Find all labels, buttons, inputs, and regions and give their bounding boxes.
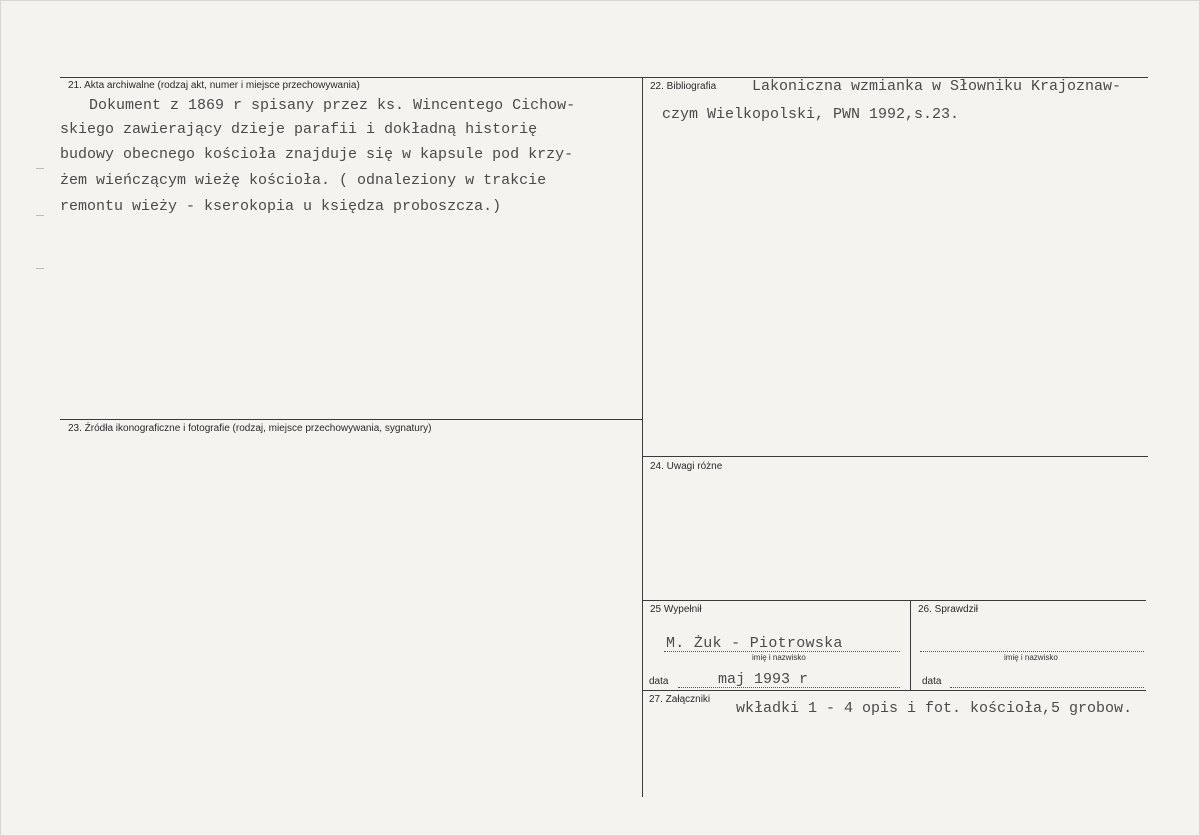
section-21-label: 21. Akta archiwalne (rodzaj akt, numer i miejsce przechowywania) <box>68 80 360 91</box>
section-25-label: 25 Wypełnił <box>650 604 702 615</box>
archival-text-line: budowy obecnego kościoła znajduje się w kapsule pod krzy- <box>60 146 574 163</box>
checker-name-caption: imię i nazwisko <box>1004 653 1058 662</box>
bibliography-text-line: Lakoniczna wzmianka w Słowniku Krajoznaw- <box>752 78 1122 95</box>
margin-mark <box>36 215 44 216</box>
margin-mark <box>36 268 44 269</box>
filled-by-name: M. Żuk - Piotrowska <box>666 635 843 652</box>
center-divider <box>642 77 643 797</box>
name-caption: imię i nazwisko <box>752 653 806 662</box>
section-24-label: 24. Uwagi różne <box>650 461 723 472</box>
name-dotted-line <box>664 651 900 652</box>
section-24-top-rule <box>643 456 1148 457</box>
section-22-label: 22. Bibliografia <box>650 81 717 92</box>
section-27-label: 27. Załączniki <box>649 694 711 705</box>
archival-text-line: żem wieńczącym wieżę kościoła. ( odnaleziony w trakcie <box>60 172 547 189</box>
attachments-text: wkładki 1 - 4 opis i fot. kościoła,5 grobow. <box>736 700 1133 717</box>
archival-text-line: Dokument z 1869 r spisany przez ks. Wincentego Cichow- <box>89 97 576 114</box>
section-23-top-rule <box>60 419 643 420</box>
section-26-label: 26. Sprawdził <box>918 604 979 615</box>
date-dotted-line <box>678 687 900 688</box>
filled-date: maj 1993 r <box>718 671 809 688</box>
section-23-label: 23. Źródła ikonograficzne i fotografie (rodzaj, miejsce przechowywania, sygnatury) <box>68 423 432 434</box>
archival-text-line: remontu wieży - kserokopia u księdza proboszcza.) <box>60 198 502 215</box>
checker-date-label: data <box>922 676 942 687</box>
margin-mark <box>36 168 44 169</box>
archival-text-line: skiego zawierający dzieje parafii i dokładną historię <box>60 121 538 138</box>
section-25-top-rule <box>643 600 1146 601</box>
section-21-top-rule <box>60 77 643 78</box>
checker-date-dotted-line <box>950 687 1144 688</box>
date-label: data <box>649 676 669 687</box>
bibliography-text-line: czym Wielkopolski, PWN 1992,s.23. <box>662 106 960 123</box>
section-25-26-divider <box>910 600 911 690</box>
checker-name-dotted-line <box>920 651 1144 652</box>
